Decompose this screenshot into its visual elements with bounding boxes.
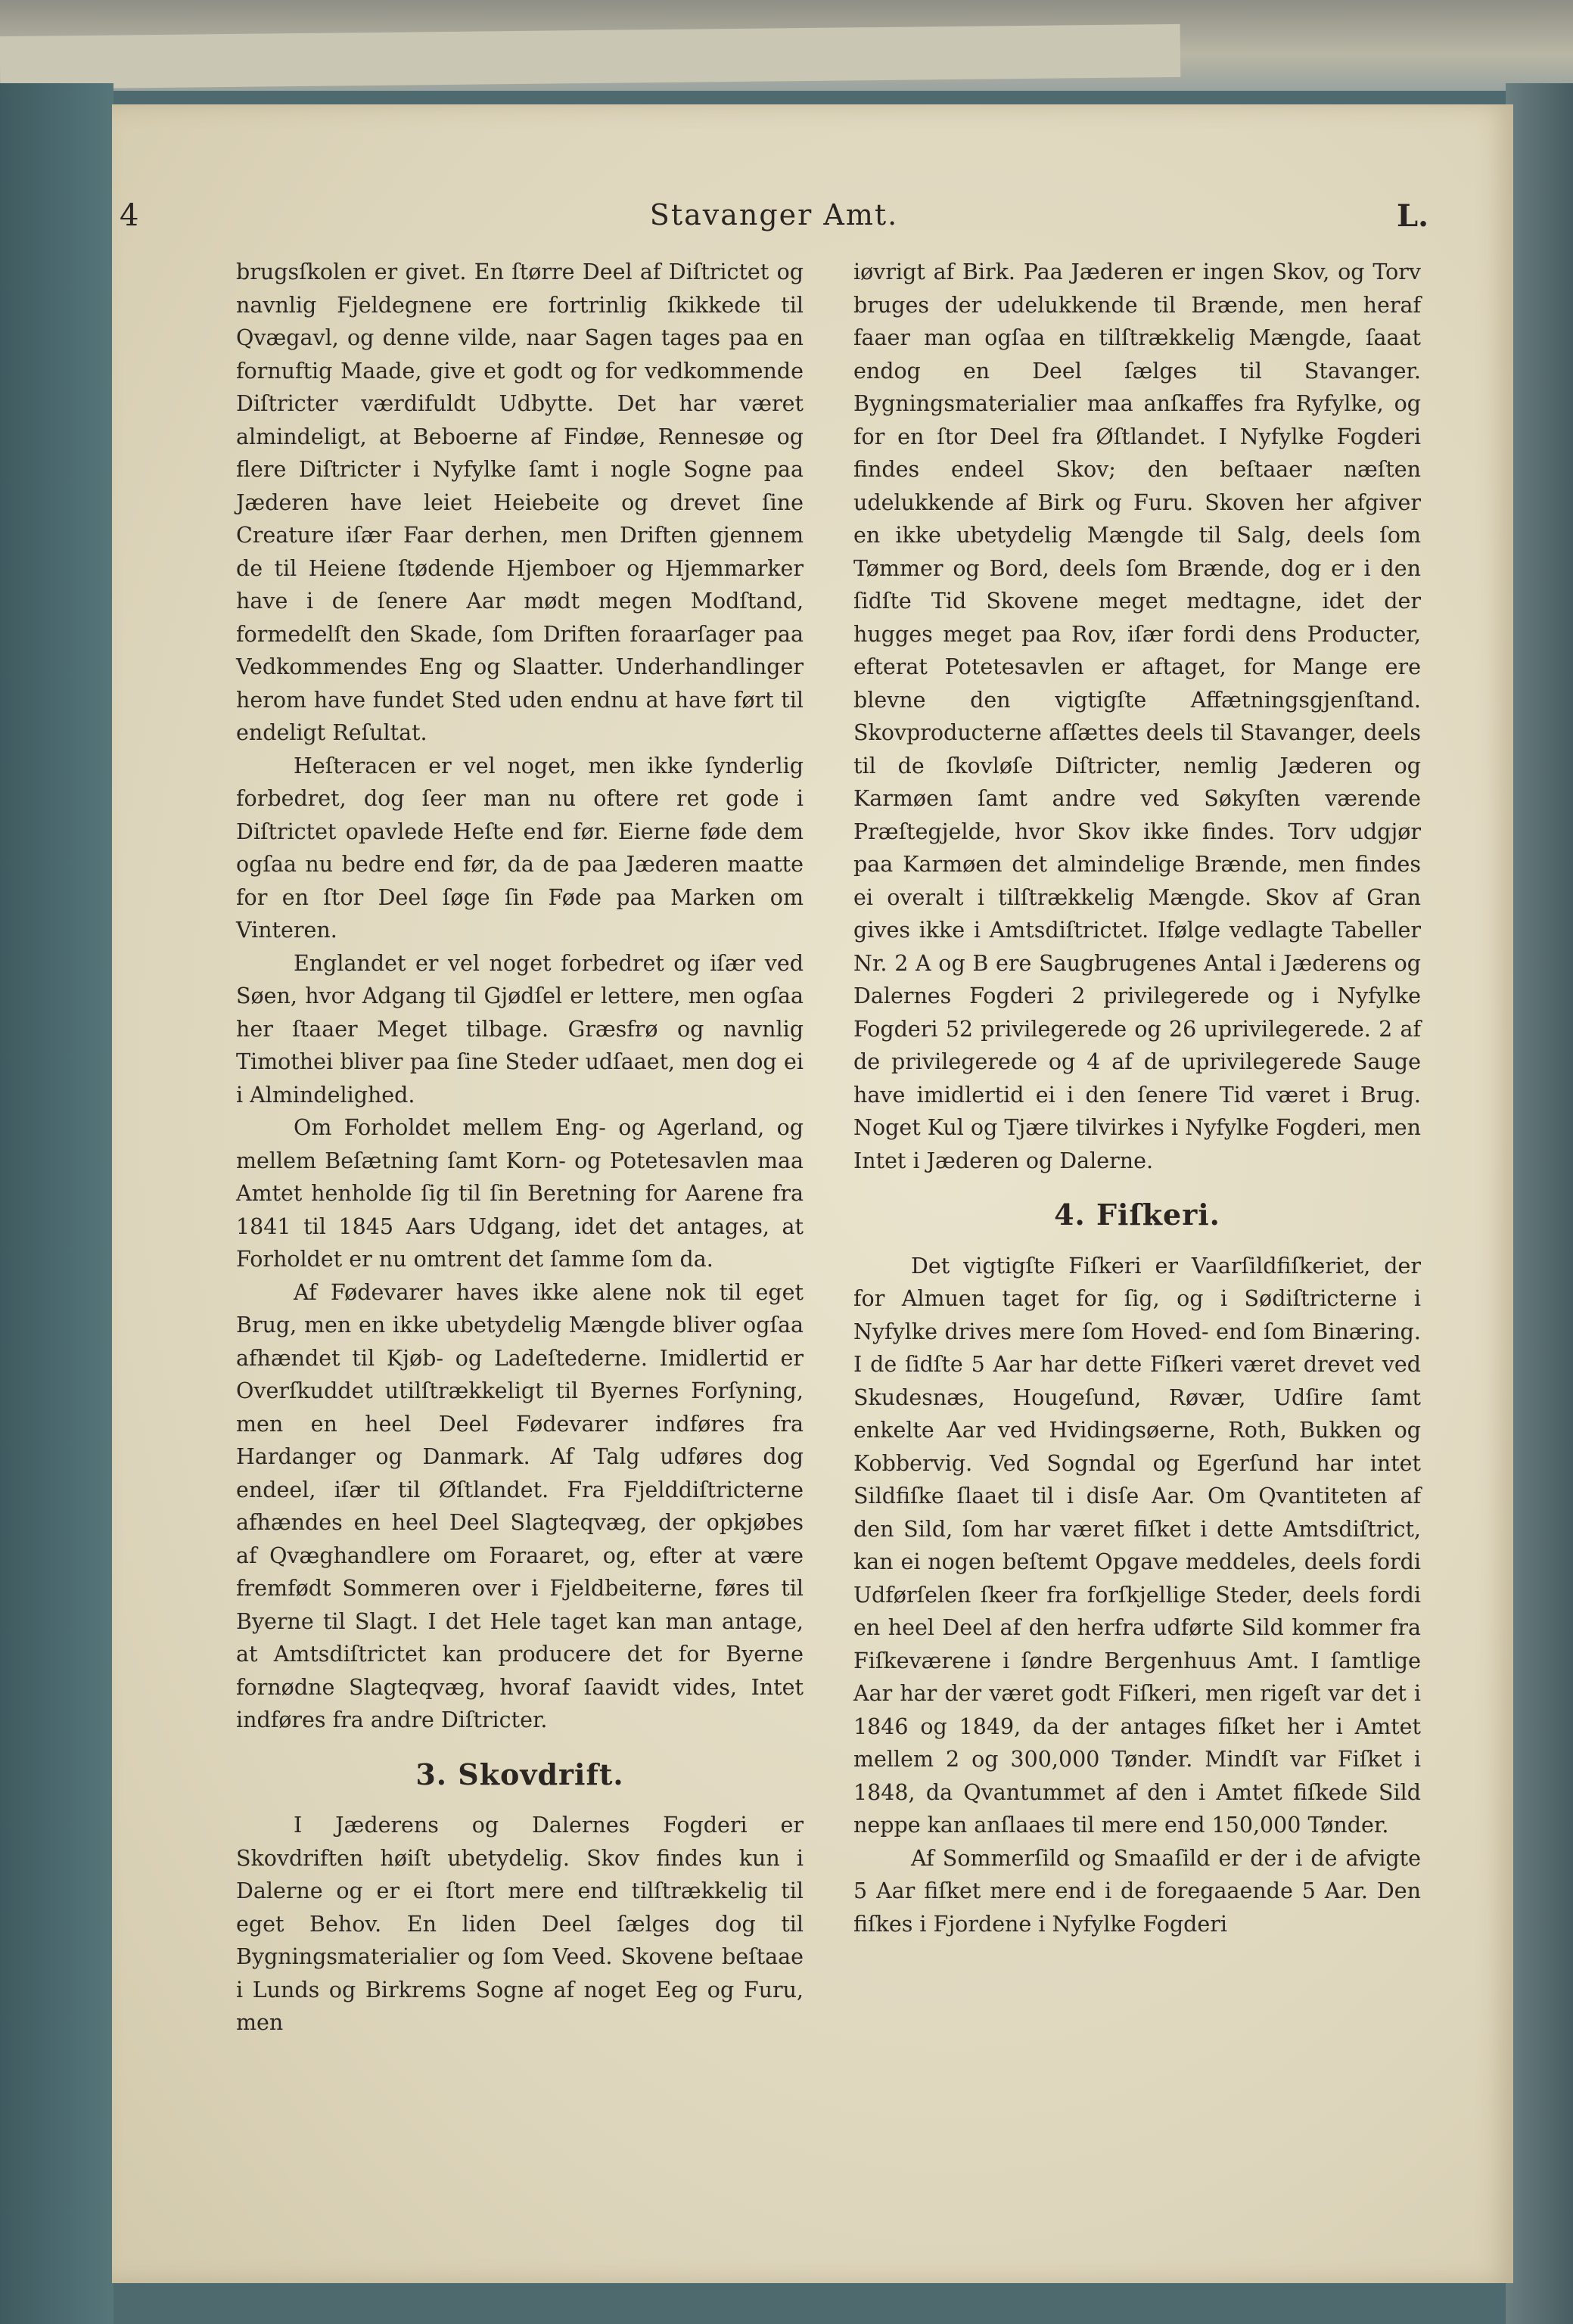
paragraph: I Jæderens og Dalernes Fogderi er Skovdriften høiſt ubetydelig. Skov findes kun i Dalerne og er ei ſtort mere end tilſtrækkelig til eget Behov. En liden Deel ſælges dog til Bygningsmaterialier og ſom Veed. Skovene beſtaae i Lunds og Birkrems Sogne af noget Eeg og Furu, men [236, 1813, 804, 2035]
background-left-band [0, 83, 113, 2324]
paragraph: Af Fødevarer haves ikke alene nok til eget Brug, men en ikke ubetydelig Mængde bliver ogſaa afhændet til Kjøb- og Ladeſtederne. Imidlertid er Overſkuddet utilſtrækkeligt til Byernes Forſyning, men en heel Deel Fødevarer indføres fra Hardanger og Danmark. Af Talg udføres dog endeel, iſær til Øſtlandet. Fra Fjelddiſtricterne afhændes en heel Deel Slagteqvæg, der opkjøbes af Qvæghandlere om Foraaret, og, efter at være fremfødt Sommeren over i Fjeldbeiterne, føres til Byerne til Slagt. I det Hele taget kan man antage, at Amtsdiſtrictet kan producere det for Byerne fornødne Slagteqvæg, hvoraf ſaavidt vides, Intet indføres fra andre Diſtricter. [236, 1279, 804, 1732]
paragraph: iøvrigt af Birk. Paa Jæderen er ingen Skov, og Torv bruges der udelukkende til Brænde, men heraf faaer man ogſaa en tilſtrækkelig Mængde, ſaaat endog en Deel ſælges til Stavanger. Bygningsmaterialier maa anſkaffes fra Ryfylke, og for en ſtor Deel fra Øſtlandet. I Nyfylke Fogderi findes endeel Skov; den beſtaaer næſten udelukkende af Birk og Furu. Skoven her afgiver en ikke ubetydelig Mængde til Salg, deels ſom Tømmer og Bord, deels ſom Brænde, dog er i den ſidſte Tid Skovene meget medtagne, idet der hugges meget paa Rov, iſær fordi dens Producter, efterat Potetesavlen er aftaget, for Mange ere blevne den vigtigſte Affætningsgjenſtand. Skovproducterne afſættes deels til Stavanger, deels til de ſkovløſe Diſtricter, nemlig Jæderen og Karmøen ſamt andre ved Søkyſten værende Præſtegjelde, hvor Skov ikke findes. Torv udgjør paa Karmøen det almindelige Brænde, men findes ei overalt i tilſtrækkelig Mængde. Skov af Gran gives ikke i Amtsdiſtrictet. Ifølge vedlagte Tabeller Nr. 2 A og B ere Saugbrugenes Antal i Jæderens og Dalernes Fogderi 2 privilegerede og i Nyfylke Fogderi 52 privilegerede og 26 uprivilegerede. 2 af de privilegerede og 4 af de uprivilegerede Sauge have imidlertid ei i den ſenere Tid været i Brug. Noget Kul og Tjære tilvirkes i Nyfylke Fogderi, men Intet i Jæderen og Dalerne. [853, 259, 1421, 1173]
paragraph: brugsſkolen er givet. En ſtørre Deel af Diſtrictet og navnlig Fjeldegnene ere fortrinlig ſkikkede til Qvægavl, og denne vilde, naar Sagen tages paa en fornuftig Maade, give et godt og for vedkommende Diſtricter værdifuldt Udbytte. Det har været almindeligt, at Beboerne af Findøe, Rennesøe og flere Diſtricter i Nyfylke ſamt i nogle Sogne paa Jæderen have leiet Heiebeite og drevet ſine Creature iſær Faar derhen, men Driften gjennem de til Heiene ſtødende Hjemboer og Hjemmarker have i de ſenere Aar mødt megen Modſtand, formedelſt den Skade, ſom Driften foraarſager paa Vedkommendes Eng og Slaatter. Underhandlinger herom have fundet Sted uden endnu at have ført til endeligt Reſultat. [236, 259, 804, 745]
paragraph: Af Sommerſild og Smaaſild er der i de afvigte 5 Aar fiſket mere end i de foregaaende 5 Aar. Den fiſkes i Fjordene i Nyfylke Fogderi [853, 1845, 1421, 1937]
section-heading-fiskeri: 4. Fiſkeri. [1054, 1198, 1220, 1232]
page-title: Stavanger Amt. [649, 198, 899, 231]
section-heading-skovdrift: 3. Skovdrift. [415, 1757, 624, 1791]
right-column [853, 256, 1421, 1940]
page-number: 4 [120, 198, 139, 233]
running-head [120, 198, 1428, 244]
background-top-strip [0, 0, 1573, 91]
background-right-band [1506, 83, 1573, 2324]
background-sheet-edge [0, 24, 1180, 89]
section-mark: L. [1396, 198, 1428, 234]
paragraph: Heſteracen er vel noget, men ikke ſynderlig forbedret, dog ſeer man nu oftere ret gode i Diſtrictet opavlede Heſte end før. Eierne føde dem ogſaa nu bedre end før, da de paa Jæderen maatte for en ſtor Deel ſøge ſin Føde paa Marken om Vinteren. [236, 753, 804, 943]
paragraph: Det vigtigſte Fiſkeri er Vaarſildfiſkeriet, der for Almuen taget for ſig, og i Sødiſtricterne i Nyfylke drives mere ſom Hoved- end ſom Binæring. I de ſidſte 5 Aar har dette Fiſkeri været drevet ved Skudesnæs, Hougeſund, Røvær, Udſire ſamt enkelte Aar ved Hvidingsøerne, Roth, Bukken og Kobbervig. Ved Sogndal og Egerſund har intet Sildfiſke ſlaaet til i disſe Aar. Om Qvantiteten af den Sild, ſom har været fiſket i dette Amtsdiſtrict, kan ei nogen beſtemt Opgave meddeles, deels fordi Udførſelen ſkeer fra forſkjellige Steder, deels fordi en heel Deel af den herfra udførte Sild kommer fra Fiſkeværene i ſøndre Bergenhuus Amt. I ſamtlige Aar har der været godt Fiſkeri, men rigeſt var det i 1846 og 1849, da der antages fiſket her i Amtet mellem 2 og 300,000 Tønder. Mindſt var Fiſket i 1848, da Qvantummet af den i Amtet fiſkede Sild neppe kan anſlaaes til mere end 150,000 Tønder. [853, 1253, 1421, 1838]
paragraph: Englandet er vel noget forbedret og iſær ved Søen, hvor Adgang til Gjødſel er lettere, men ogſaa her ſtaaer Meget tilbage. Græsfrø og navnlig Timothei bliver paa ſine Steder udſaaet, men dog ei i Almindelighed. [236, 950, 804, 1108]
paragraph: Om Forholdet mellem Eng- og Agerland, og mellem Beſætning ſamt Korn- og Potetesavlen maa Amtet henholde ſig til ſin Beretning for Aarene fra 1841 til 1845 Aars Udgang, idet det antages, at Forholdet er nu omtrent det ſamme ſom da. [236, 1115, 804, 1272]
left-column [236, 256, 804, 2040]
